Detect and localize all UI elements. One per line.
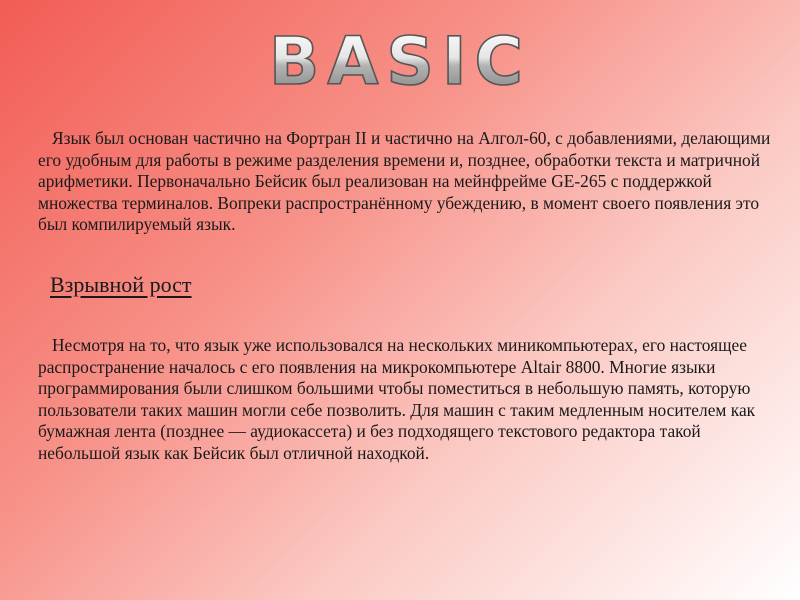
- slide-title: [0, 22, 800, 102]
- paragraph-origin: Язык был основан частично на Фортран II и частично на Алгол-60, с добавлениями, делающими его удобным для работы в режиме разделения времени и, позднее, обработки текста и матричной арифметики. Первоначально Бейсик был реализован на мейнфрейме GE-265 с поддержкой множества терминалов. Вопреки распространённому убеждению, в момент своего появления это был компилируемый язык.: [38, 128, 771, 234]
- title-text: BASIC: [269, 23, 531, 100]
- section-heading: Взрывной рост: [50, 272, 192, 297]
- wordart-title: [190, 22, 610, 102]
- paragraph-growth: Несмотря на то, что язык уже использовался на нескольких миникомпьютерах, его настоящее распространение началось с его появления на микрокомпьютере Altair 8800. Многие языки программирования были слишком большими чтобы поместиться в небольшую память, которую пользователи таких машин могли себе позволить. Для машин с таким медленным носителем как бумажная лента (позднее — аудиокассета) и без подходящего текстового редактора такой небольшой язык как Бейсик был отличной находкой.: [38, 335, 756, 463]
